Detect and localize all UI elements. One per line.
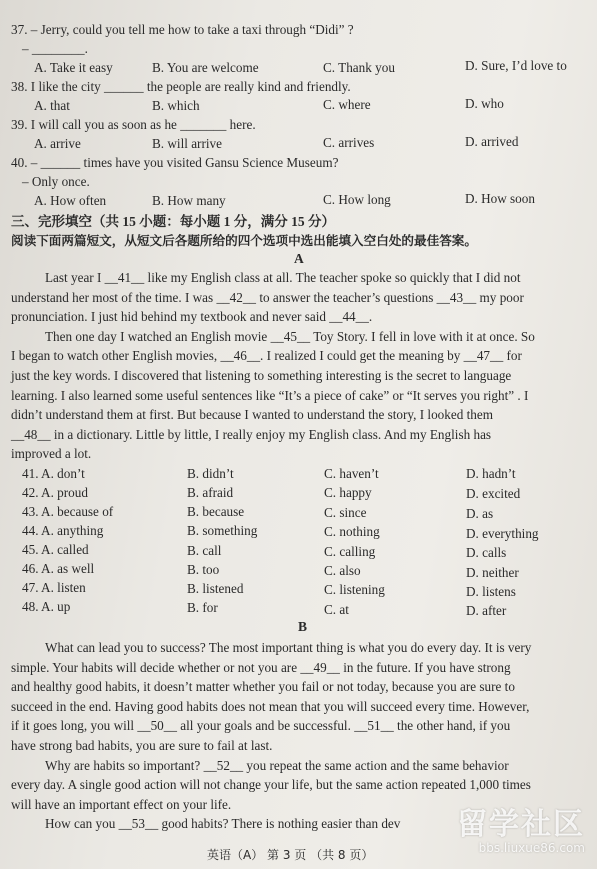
opt-43-a: 43. A. because of: [22, 504, 114, 519]
passage-a-line: just the key words. I discovered that listening to something interesting is the secret to language: [11, 367, 512, 383]
passage-a: [11, 268, 581, 464]
passage-a-line: improved a lot.: [11, 446, 92, 462]
opt-42-c: C. happy: [324, 485, 372, 500]
q38-option-d: D. who: [465, 96, 504, 111]
passage-b-label: B: [298, 619, 308, 634]
passage-a-line: understand her most of the time. I was __42__ to answer the teacher’s questions __43__ my poor: [11, 289, 524, 305]
opt-46-d: D. neither: [466, 565, 519, 580]
opt-47-d: D. listens: [466, 584, 516, 599]
question-37-stem: 37. – Jerry, could you tell me how to take a taxi through “Didi” ?: [11, 22, 354, 37]
q37-option-b: B. You are welcome: [152, 60, 259, 75]
opt-46-c: C. also: [324, 563, 361, 578]
q37-option-c: C. Thank you: [323, 60, 395, 75]
opt-44-c: C. nothing: [324, 524, 380, 539]
watermark-url: bbs.liuxue86.com: [478, 841, 585, 855]
q38-option-a: A. that: [34, 98, 70, 113]
q39-option-d: D. arrived: [465, 134, 519, 149]
question-40-stem: 40. – ______ times have you visited Gansu Science Museum?: [11, 155, 339, 170]
q38-option-b: B. which: [152, 98, 200, 113]
opt-43-c: C. since: [324, 505, 367, 520]
passage-a-line: didn’t understand them at first. But because I wanted to understand the story, I looked them: [11, 407, 493, 423]
q40-option-c: C. How long: [323, 192, 391, 207]
opt-45-b: B. call: [187, 543, 222, 558]
opt-47-a: 47. A. listen: [22, 580, 86, 595]
passage-b-line: every day. A single good action will not change your life, but the same action repeated 1,000 times: [11, 777, 531, 793]
opt-48-b: B. for: [187, 600, 218, 615]
opt-42-a: 42. A. proud: [22, 485, 88, 500]
q39-option-c: C. arrives: [323, 135, 375, 150]
q39-option-b: B. will arrive: [152, 136, 222, 151]
q37-option-a: A. Take it easy: [34, 60, 113, 75]
passage-a-line: __48__ in a dictionary. Little by little, I really enjoy my English class. And my English has: [11, 426, 492, 442]
opt-48-a: 48. A. up: [22, 599, 71, 614]
opt-42-b: B. afraid: [187, 485, 234, 500]
opt-47-c: C. listening: [324, 582, 385, 597]
passage-b-line: simple. Your habits will decide whether or not you are __49__ in the future. If you have strong: [11, 659, 511, 675]
opt-46-a: 46. A. as well: [22, 561, 95, 576]
question-39-stem: 39. I will call you as soon as he _______ here.: [11, 117, 256, 132]
passage-a-line: I began to watch other English movies, __46__. I realized I could get the meaning by __47__ for: [11, 348, 522, 364]
passage-b-line: have strong bad habits, you are sure to fail at last.: [11, 737, 273, 753]
passage-b-line: How can you __53__ good habits? There is nothing easier than dev: [45, 816, 401, 832]
page-footer: 英语（A） 第 3 页 （共 8 页）: [207, 848, 374, 862]
watermark-logo-text: 留学社区: [457, 807, 585, 842]
question-37-sub: – ________.: [22, 41, 88, 56]
opt-43-d: D. as: [466, 506, 494, 521]
passage-b-line: and healthy good habits, it doesn’t matter whether you fail or not today, because you are sure to: [11, 679, 515, 695]
passage-b-line: succeed in the end. Having good habits does not mean that you will succeed every time. However,: [11, 698, 530, 714]
question-38-stem: 38. I like the city ______ the people are really kind and friendly.: [11, 79, 351, 94]
question-40-sub: – Only once.: [22, 174, 90, 189]
opt-41-b: B. didn’t: [187, 466, 234, 481]
opt-44-a: 44. A. anything: [22, 523, 104, 538]
q40-option-a: A. How often: [34, 193, 107, 208]
opt-48-d: D. after: [466, 603, 507, 618]
opt-41-a: 41. A. don’t: [22, 466, 85, 481]
opt-41-d: D. hadn’t: [466, 466, 516, 481]
passage-b-line: Why are habits so important? __52__ you repeat the same action and the same behavior: [45, 757, 509, 773]
opt-41-c: C. haven’t: [324, 466, 379, 481]
q39-option-a: A. arrive: [34, 136, 81, 151]
section-3-title: 三、完形填空（共 15 小题：每小题 1 分，满分 15 分）: [11, 214, 335, 229]
opt-47-b: B. listened: [187, 581, 244, 596]
passage-a-line: Then one day I watched an English movie __45__ Toy Story. I fell in love with it at once. So: [45, 328, 535, 344]
opt-44-d: D. everything: [466, 526, 539, 541]
section-3-instruction: 阅读下面两篇短文，从短文后各题所给的四个选项中选出能填入空白处的最佳答案。: [11, 233, 477, 248]
passage-a-line: pronunciation. I just hid behind my textbook and never said __44__.: [11, 309, 373, 325]
opt-45-d: D. calls: [466, 545, 507, 560]
q40-option-b: B. How many: [152, 193, 226, 208]
passage-b-line: will have an important effect on your life.: [11, 796, 232, 812]
passage-b-line: if it goes long, you will __50__ all your goals and be successful. __51__ the other hand, if you: [11, 718, 511, 734]
site-watermark: [457, 799, 585, 855]
opt-42-d: D. excited: [466, 486, 521, 501]
opt-46-b: B. too: [187, 562, 220, 577]
opt-45-a: 45. A. called: [22, 542, 89, 557]
opt-45-c: C. calling: [324, 544, 376, 559]
q37-option-d: D. Sure, I’d love to: [465, 58, 567, 73]
passage-a-label: A: [294, 251, 304, 266]
q40-option-d: D. How soon: [465, 191, 535, 206]
passage-b-line: What can lead you to success? The most important thing is what you do every day. It is very: [45, 640, 532, 655]
q38-option-c: C. where: [323, 97, 371, 112]
passage-a-line: learning. I also learned some useful sentences like “It’s a piece of cake” or “It serves you right” . I: [11, 387, 529, 403]
opt-43-b: B. because: [187, 504, 245, 519]
opt-44-b: B. something: [187, 523, 258, 538]
opt-48-c: C. at: [324, 602, 349, 617]
passage-a-line: Last year I __41__ like my English class at all. The teacher spoke so quickly that I did not: [45, 270, 521, 285]
